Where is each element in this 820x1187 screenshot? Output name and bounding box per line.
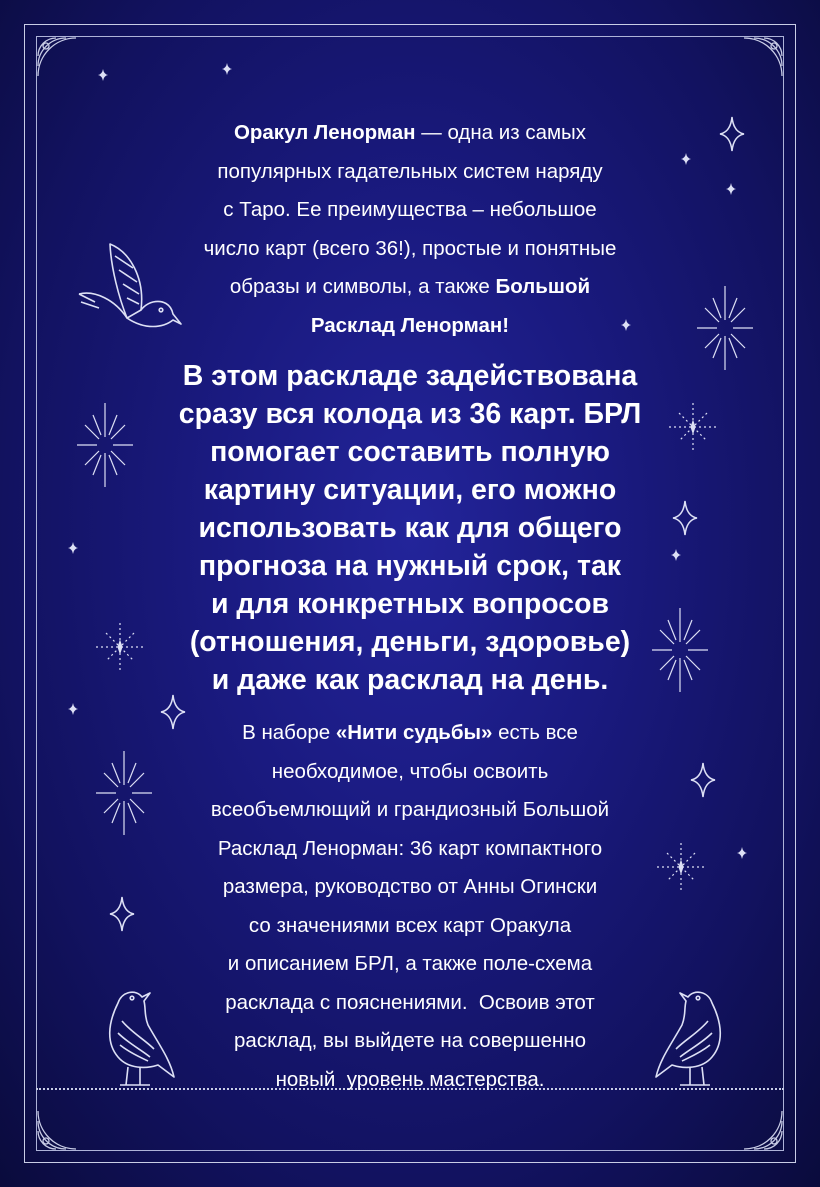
small-star-icon xyxy=(97,68,109,82)
highlight-line-2: сразу вся колода из 36 карт. БРЛ xyxy=(178,398,642,430)
highlight-paragraph xyxy=(0,357,820,699)
intro-line-4: число карт (всего 36!), простые и понятные xyxy=(203,236,617,260)
kit-line-2: необходимое, чтобы освоить xyxy=(271,759,549,783)
kit-line-3: всеобъемлющий и грандиозный Большой xyxy=(210,798,610,821)
kit-line-10: новый уровень мастерства. xyxy=(275,1067,545,1091)
kit-line-9: расклад, вы выйдете на совершенно xyxy=(234,1029,586,1052)
corner-ornament-icon xyxy=(36,36,96,96)
highlight-line-9: и даже как расклад на день. xyxy=(211,664,609,696)
highlight-line-8: (отношения, деньги, здоровье) xyxy=(189,626,631,658)
kit-paragraph xyxy=(0,714,820,1099)
intro-line-1: Оракул Ленорман — одна из самых xyxy=(233,121,587,144)
corner-ornament-icon xyxy=(724,1091,784,1151)
kit-line-7: и описанием БРЛ, а также поле-схема xyxy=(227,952,593,975)
highlight-line-1: В этом раскладе задействована xyxy=(182,360,638,392)
kit-line-1: В наборе «Нити судьбы» есть все xyxy=(242,721,578,744)
highlight-line-4: картину ситуации, его можно xyxy=(203,474,617,506)
highlight-line-7: и для конкретных вопросов xyxy=(210,588,610,620)
intro-line-6: Расклад Ленорман! xyxy=(310,313,510,337)
kit-line-6: со значениями всех карт Оракула xyxy=(248,913,572,937)
kit-line-5: размера, руководство от Анны Огински xyxy=(222,875,598,898)
kit-line-4: Расклад Ленорман: 36 карт компактного xyxy=(217,836,603,860)
highlight-line-5: использовать как для общего xyxy=(198,512,622,544)
corner-ornament-icon xyxy=(36,1091,96,1151)
corner-ornament-icon xyxy=(724,36,784,96)
kit-line-8: расклада с пояснениями. Освоив этот xyxy=(225,990,595,1014)
highlight-line-3: помогает составить полную xyxy=(210,436,610,468)
small-star-icon xyxy=(221,62,233,76)
intro-line-5: образы и символы, а также Большой xyxy=(229,275,591,298)
intro-line-2: популярных гадательных систем наряду xyxy=(217,159,603,183)
highlight-line-6: прогноза на нужный срок, так xyxy=(198,550,622,582)
intro-line-3: с Таро. Ее преимущества – небольшое xyxy=(223,198,597,221)
intro-paragraph xyxy=(0,114,820,345)
